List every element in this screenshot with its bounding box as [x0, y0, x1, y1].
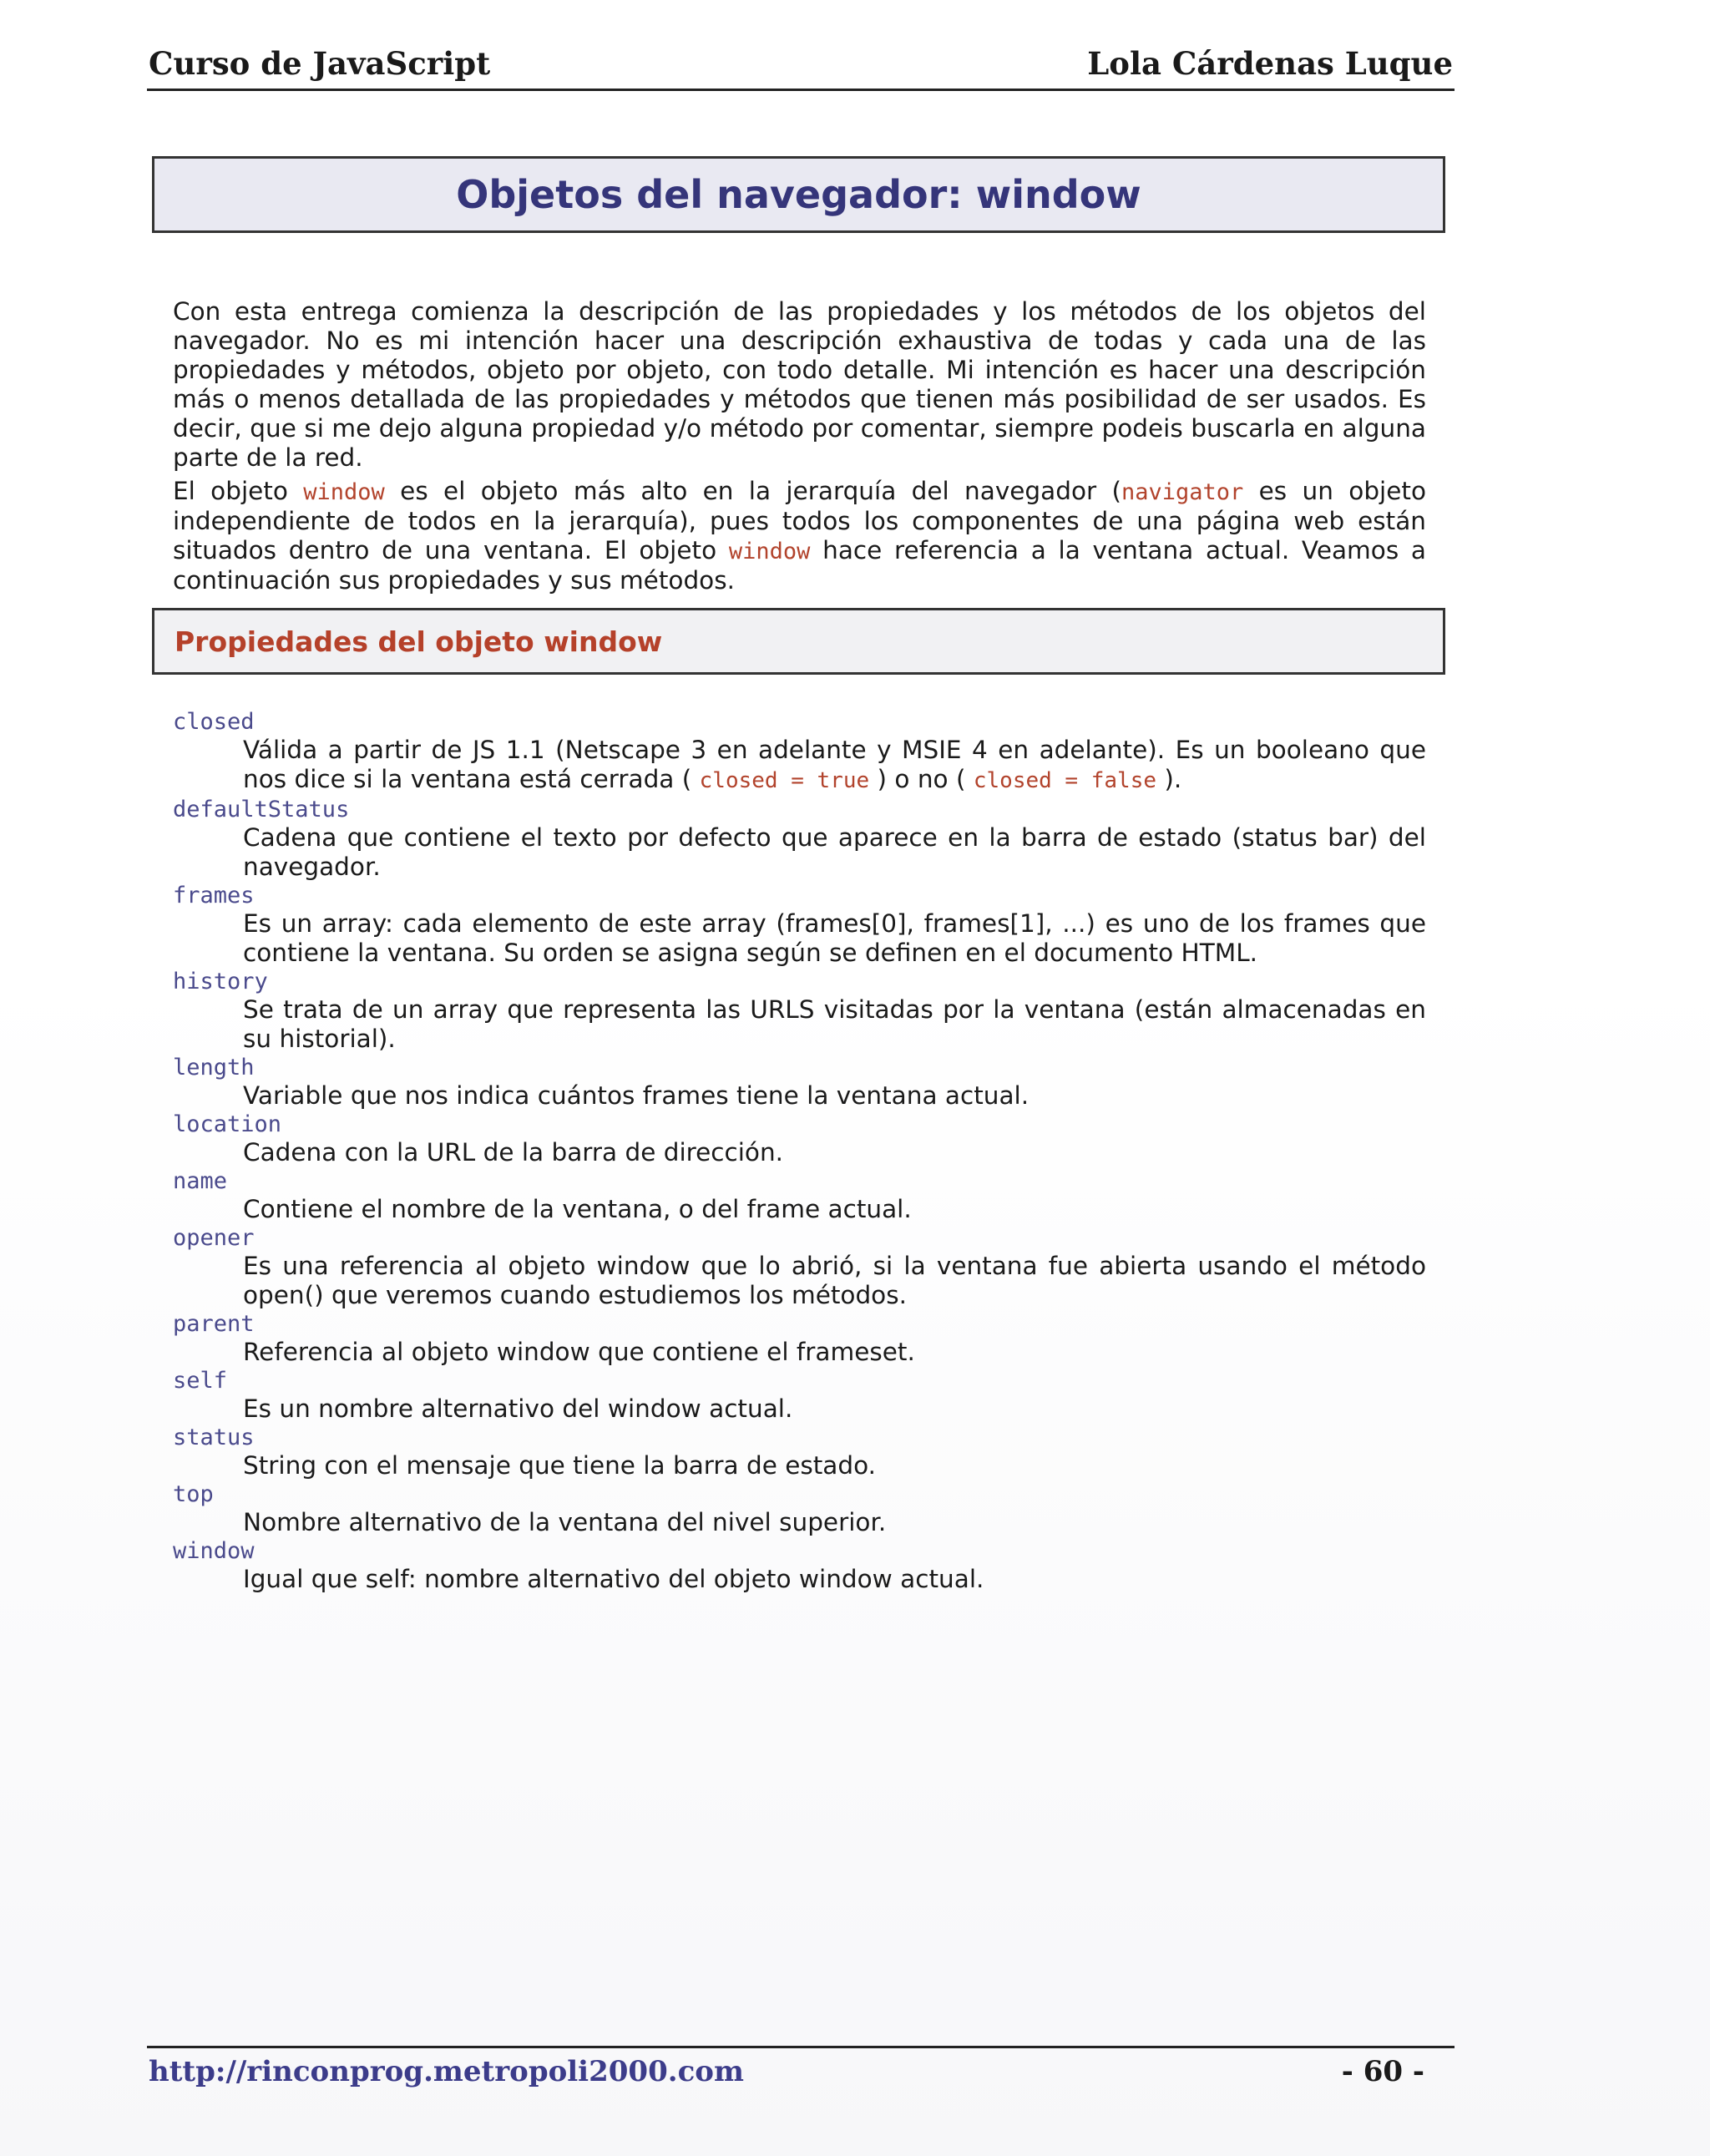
property-name: name — [173, 1168, 228, 1194]
property-item — [173, 1054, 1426, 1111]
property-name: opener — [173, 1225, 255, 1251]
property-description: Referencia al objeto window que contiene el frameset. — [243, 1338, 915, 1366]
intro-text-segment: es el objeto más alto en la jerarquía del navegador ( — [384, 476, 1121, 505]
property-name: defaultStatus — [173, 797, 350, 822]
properties-list — [173, 708, 1426, 1594]
chapter-title-box — [152, 156, 1445, 233]
page-header — [147, 43, 1455, 91]
intro-paragraph-2 — [173, 477, 1426, 595]
property-name: history — [173, 969, 268, 994]
property-item — [173, 1424, 1426, 1480]
property-description: Es un nombre alternativo del window actual. — [243, 1394, 793, 1423]
intro-text-segment: hace referencia a la ventana actual. Veamos a continuación sus propiedades y sus métodos. — [173, 535, 1427, 595]
header-author: Lola Cárdenas Luque — [1087, 45, 1453, 82]
intro-text-segment: es un objeto independiente de todos en la jerarquía), pues todos los componentes de una página web están situados dentro de una ventana. El objeto — [173, 476, 1427, 564]
property-item — [173, 882, 1426, 968]
chapter-title: Objetos del navegador: window — [456, 172, 1141, 217]
section-title: Propiedades del objeto window — [175, 625, 663, 658]
property-item — [173, 1367, 1426, 1424]
property-description: Cadena que contiene el texto por defecto que aparece en la barra de estado (status bar) del navegador. — [243, 823, 1426, 881]
intro-paragraph-1: Con esta entrega comienza la descripción de las propiedades y los métodos de los objetos del navegador. No es mi intención hacer una descripción exhaustiva de todas y cada una de las propiedades y métodos, objeto por objeto, con todo detalle. Mi intención es hacer una descripción más o menos detallada de las propiedades y métodos que tienen más posibilidad de ser usados. Es decir, que si me dejo alguna propiedad y/o método por comentar, siempre podeis buscarla en alguna parte de la red. — [173, 296, 1426, 472]
property-description — [243, 736, 1426, 796]
code-window: window — [728, 538, 811, 564]
property-text-segment: ). — [1156, 765, 1182, 793]
footer-website-link[interactable]: http://rinconprog.metropoli2000.com — [149, 2055, 744, 2088]
property-name: closed — [173, 709, 255, 735]
property-name: frames — [173, 883, 255, 908]
header-course-title: Curso de JavaScript — [149, 45, 491, 82]
property-description: Variable que nos indica cuántos frames tiene la ventana actual. — [243, 1081, 1030, 1110]
property-item — [173, 1111, 1426, 1167]
section-title-box — [152, 608, 1445, 675]
page-footer — [147, 2046, 1455, 2098]
property-description: Es una referencia al objeto window que lo abrió, si la ventana fue abierta usando el método open() que veremos cuando estudiemos los métodos. — [243, 1252, 1426, 1309]
property-item — [173, 1310, 1426, 1367]
code-window: window — [303, 478, 385, 505]
property-item — [173, 1167, 1426, 1224]
property-description: String con el mensaje que tiene la barra de estado. — [243, 1451, 877, 1480]
property-description: Es un array: cada elemento de este array (frames[0], frames[1], ...) es uno de los frames que contiene la ventana. Su orden se asigna según se definen en el documento HTML. — [243, 909, 1426, 967]
property-name: status — [173, 1425, 255, 1450]
property-item — [173, 1480, 1426, 1537]
property-text-segment: Válida a partir de JS 1.1 (Netscape 3 en adelante y MSIE 4 en adelante). Es un booleano que nos dice si la ventana está cerrada ( — [243, 736, 1426, 793]
property-item — [173, 968, 1426, 1054]
property-description: Cadena con la URL de la barra de dirección. — [243, 1138, 784, 1167]
property-name: parent — [173, 1311, 255, 1337]
property-name: length — [173, 1055, 255, 1081]
property-description: Nombre alternativo de la ventana del nivel superior. — [243, 1508, 887, 1536]
property-description: Se trata de un array que representa las URLS visitadas por la ventana (están almacenadas en su historial). — [243, 995, 1426, 1053]
intro-text-segment: El objeto — [173, 476, 304, 505]
property-text-segment: ) o no ( — [869, 765, 974, 793]
property-name: window — [173, 1538, 255, 1564]
property-item — [173, 1537, 1426, 1594]
code-closed-false: closed = false — [973, 768, 1157, 793]
property-description: Igual que self: nombre alternativo del objeto window actual. — [243, 1565, 984, 1593]
code-closed-true: closed = true — [699, 768, 870, 793]
page-number: - 60 - — [1341, 2055, 1424, 2088]
property-name: location — [173, 1111, 282, 1137]
property-name: self — [173, 1368, 228, 1394]
property-description: Contiene el nombre de la ventana, o del frame actual. — [243, 1195, 912, 1223]
property-item — [173, 796, 1426, 882]
property-item — [173, 1224, 1426, 1310]
property-name: top — [173, 1481, 214, 1507]
property-item — [173, 708, 1426, 796]
code-navigator: navigator — [1121, 478, 1244, 505]
